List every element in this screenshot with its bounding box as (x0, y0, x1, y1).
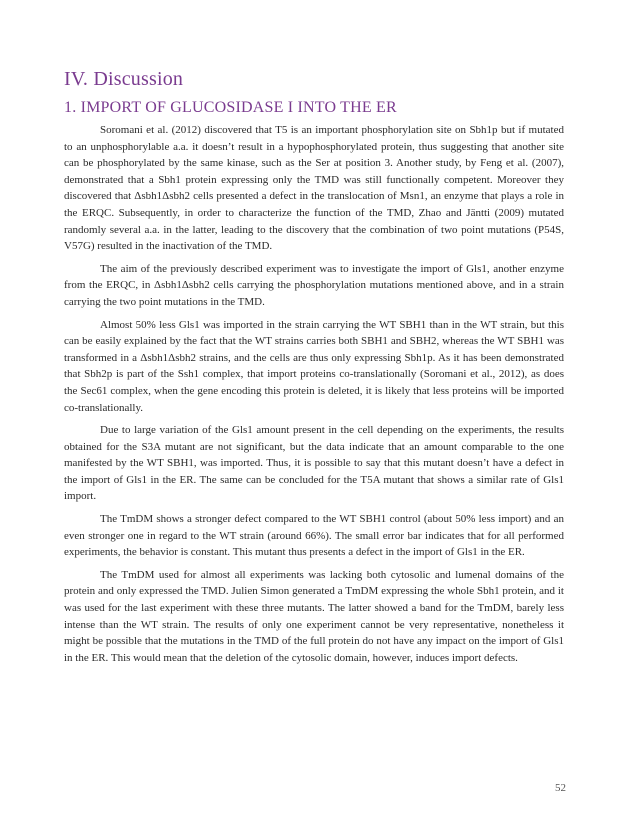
body-paragraph: Soromani et al. (2012) discovered that T5 is an important phosphorylation site on Sbh1p but if mutated to an unphosphorylable a.a. it doesn’t result in a hypophosphorylated protein, thus suggesting that another site can be phosphorylated by the same kinase, such as the Ser at position 3. Another study, by Feng et al. (2007), demonstrated that a Sbh1 protein expressing only the TMD was still functionally competent. Moreover they discovered that Δsbh1Δsbh2 cells presented a defect in the translocation of Msn1, an enzyme that plays a role in the ERQC. Subsequently, in order to characterize the function of the TMD, Zhao and Jäntti (2009) mutated randomly several a.a. in the latter, leading to the discovery that the combination of two point mutations (P54S, V57G) resulted in the inactivation of the TMD. (64, 124, 564, 253)
page-number: 52 (555, 782, 566, 794)
body-paragraph: The TmDM used for almost all experiments was lacking both cytosolic and lumenal domains of the protein and only expressed the TMD. Julien Simon generated a TmDM expressing the whole Sbh1 protein, and it was used for the last experiment with these three mutants. The latter showed a band for the TmDM, barely less intense than the WT strain. The results of only one experiment cannot be very representative, nonetheless it might be possible that the mutations in the TMD of the full protein do not have any impact on the import of Gls1 in the ER. This would mean that the deletion of the cytosolic domain, however, induces import defects. (64, 568, 564, 664)
section-title: IV. Discussion (64, 68, 184, 90)
subsection-title: 1. IMPORT OF GLUCOSIDASE I INTO THE ER (64, 99, 397, 116)
body-paragraph: The aim of the previously described experiment was to investigate the import of Gls1, another enzyme from the ERQC, in Δsbh1Δsbh2 cells carrying the phosphorylation mutations mentioned above, and in a strain carrying the two point mutations in the TMD. (64, 262, 564, 308)
body-paragraph: The TmDM shows a stronger defect compared to the WT SBH1 control (about 50% less import) and an even stronger one in regard to the WT strain (around 66%). The small error bar indicates that for all performed experiments, the behavior is constant. This mutant thus presents a defect in the import of Gls1 in the ER. (64, 513, 564, 559)
body-paragraph: Almost 50% less Gls1 was imported in the strain carrying the WT SBH1 than in the WT strain, but this can be easily explained by the fact that the WT strains carries both SBH1 and SBH2, whereas the WT SBH1 was transformed in a Δsbh1Δsbh2 strains, and the cells are thus only expressing Sbh1p. As it has been demonstrated that Sbh2p is part of the Ssh1 complex, that import proteins co-translationally (Soromani et al., 2012), as does the Sec61 complex, when the gene encoding this protein is deleted, it is likely that less proteins will be imported co-translationally. (64, 318, 564, 414)
body-paragraph: Due to large variation of the Gls1 amount present in the cell depending on the experiments, the results obtained for the S3A mutant are not significant, but the data indicate that an amount comparable to the one manifested by the WT SBH1, was imported. Thus, it is possible to say that this mutant doesn’t have a defect in the import of Gls1 in the ER. The same can be concluded for the T5A mutant that shows a similar rate of Gls1 import. (64, 424, 564, 503)
